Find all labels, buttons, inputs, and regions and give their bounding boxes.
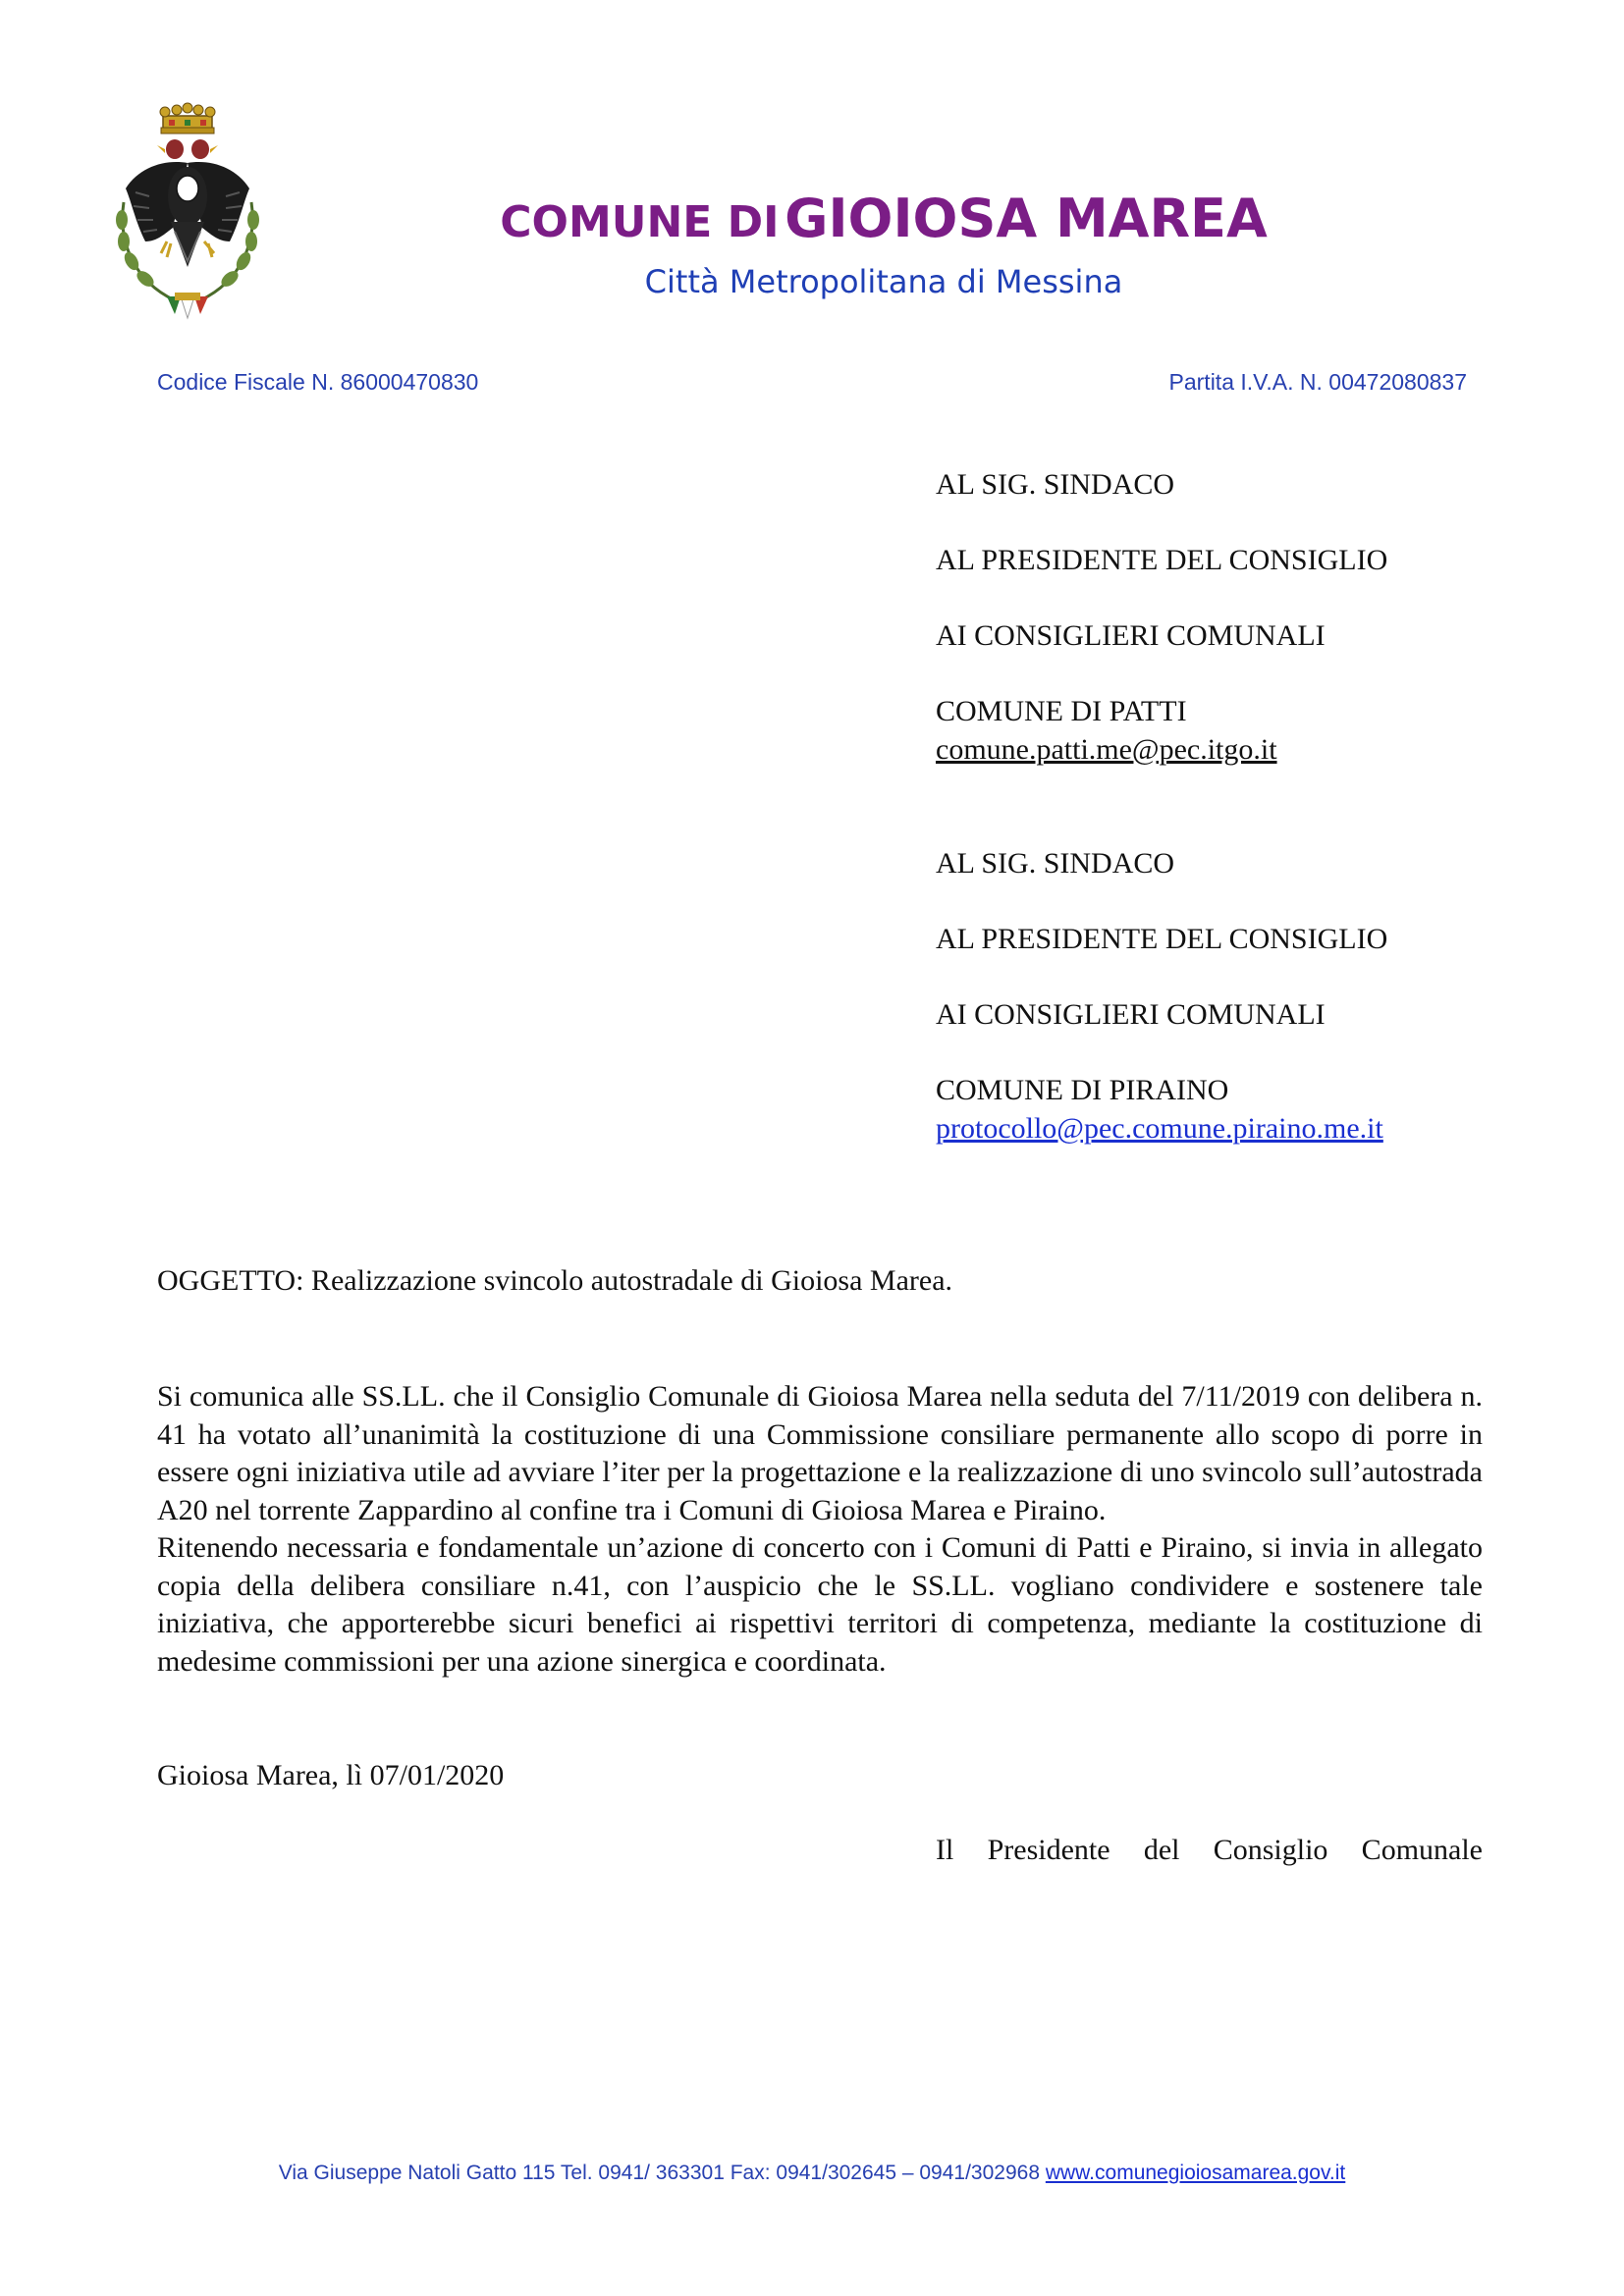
email-link-piraino[interactable]: protocollo@pec.comune.piraino.me.it xyxy=(936,1112,1383,1145)
codice-fiscale: Codice Fiscale N. 86000470830 xyxy=(157,369,479,395)
coat-of-arms-icon xyxy=(106,94,269,330)
place-date: Gioiosa Marea, lì 07/01/2020 xyxy=(157,1759,505,1791)
subject-line: OGGETTO: Realizzazione svincolo autostradale di Gioiosa Marea. xyxy=(157,1264,953,1297)
recipient-patti-consiglieri: AI CONSIGLIERI COMUNALI xyxy=(936,619,1326,652)
footer-address: Via Giuseppe Natoli Gatto 115 Tel. 0941/ 363301 Fax: 0941/302645 – 0941/302968 xyxy=(278,2162,1046,2184)
eagle-icon xyxy=(126,139,249,267)
title-name: GIOIOSA MAREA xyxy=(785,187,1268,249)
signature-line: Il Presidente del Consiglio Comunale xyxy=(936,1834,1483,1866)
recipient-piraino-sindaco: AL SIG. SINDACO xyxy=(936,847,1175,880)
letter-body xyxy=(157,1378,1483,1681)
email-link-patti[interactable]: comune.patti.me@pec.itgo.it xyxy=(936,733,1277,766)
website-link[interactable]: www.comunegioiosamarea.gov.it xyxy=(1045,2162,1346,2184)
body-paragraph-1: Si comunica alle SS.LL. che il Consiglio Comunale di Gioiosa Marea nella seduta del 7/11/2019 con delibera n. 41 ha votato all’unanimità la costituzione di una Commissione consiliare permanente allo scopo di porre in essere ogni iniziativa utile ad avviare l’iter per la progettazione e la realizzazione di uno svincolo sull’autostrada A20 nel torrente Zappardino al confine tra i Comuni di Gioiosa Marea e Piraino. xyxy=(157,1380,1483,1526)
municipality-title xyxy=(334,187,1434,249)
recipient-piraino-comune: COMUNE DI PIRAINO xyxy=(936,1074,1229,1106)
municipality-subtitle: Città Metropolitana di Messina xyxy=(644,263,1123,300)
title-prefix: COMUNE DI xyxy=(500,197,780,247)
recipient-piraino-presidente: AL PRESIDENTE DEL CONSIGLIO xyxy=(936,923,1388,955)
crown-icon xyxy=(160,103,215,133)
partita-iva: Partita I.V.A. N. 00472080837 xyxy=(1168,369,1467,395)
body-paragraph-2: Ritenendo necessaria e fondamentale un’azione di concerto con i Comuni di Patti e Piraino, si invia in allegato copia della delibera consiliare n.41, con l’auspicio che le SS.LL. vogliano condividere e sostenere tale iniziativa, che apporterebbe sicuri benefici ai rispettivi territori di competenza, mediante la costituzione di medesime commissioni per una azione sinergica e coordinata. xyxy=(157,1531,1483,1678)
recipient-piraino-consiglieri: AI CONSIGLIERI COMUNALI xyxy=(936,998,1326,1031)
recipient-patti-presidente: AL PRESIDENTE DEL CONSIGLIO xyxy=(936,544,1388,576)
footer-contact xyxy=(0,2162,1624,2185)
ribbon-icon xyxy=(167,293,208,318)
recipient-patti-sindaco: AL SIG. SINDACO xyxy=(936,468,1175,501)
recipient-patti-comune: COMUNE DI PATTI xyxy=(936,695,1187,727)
